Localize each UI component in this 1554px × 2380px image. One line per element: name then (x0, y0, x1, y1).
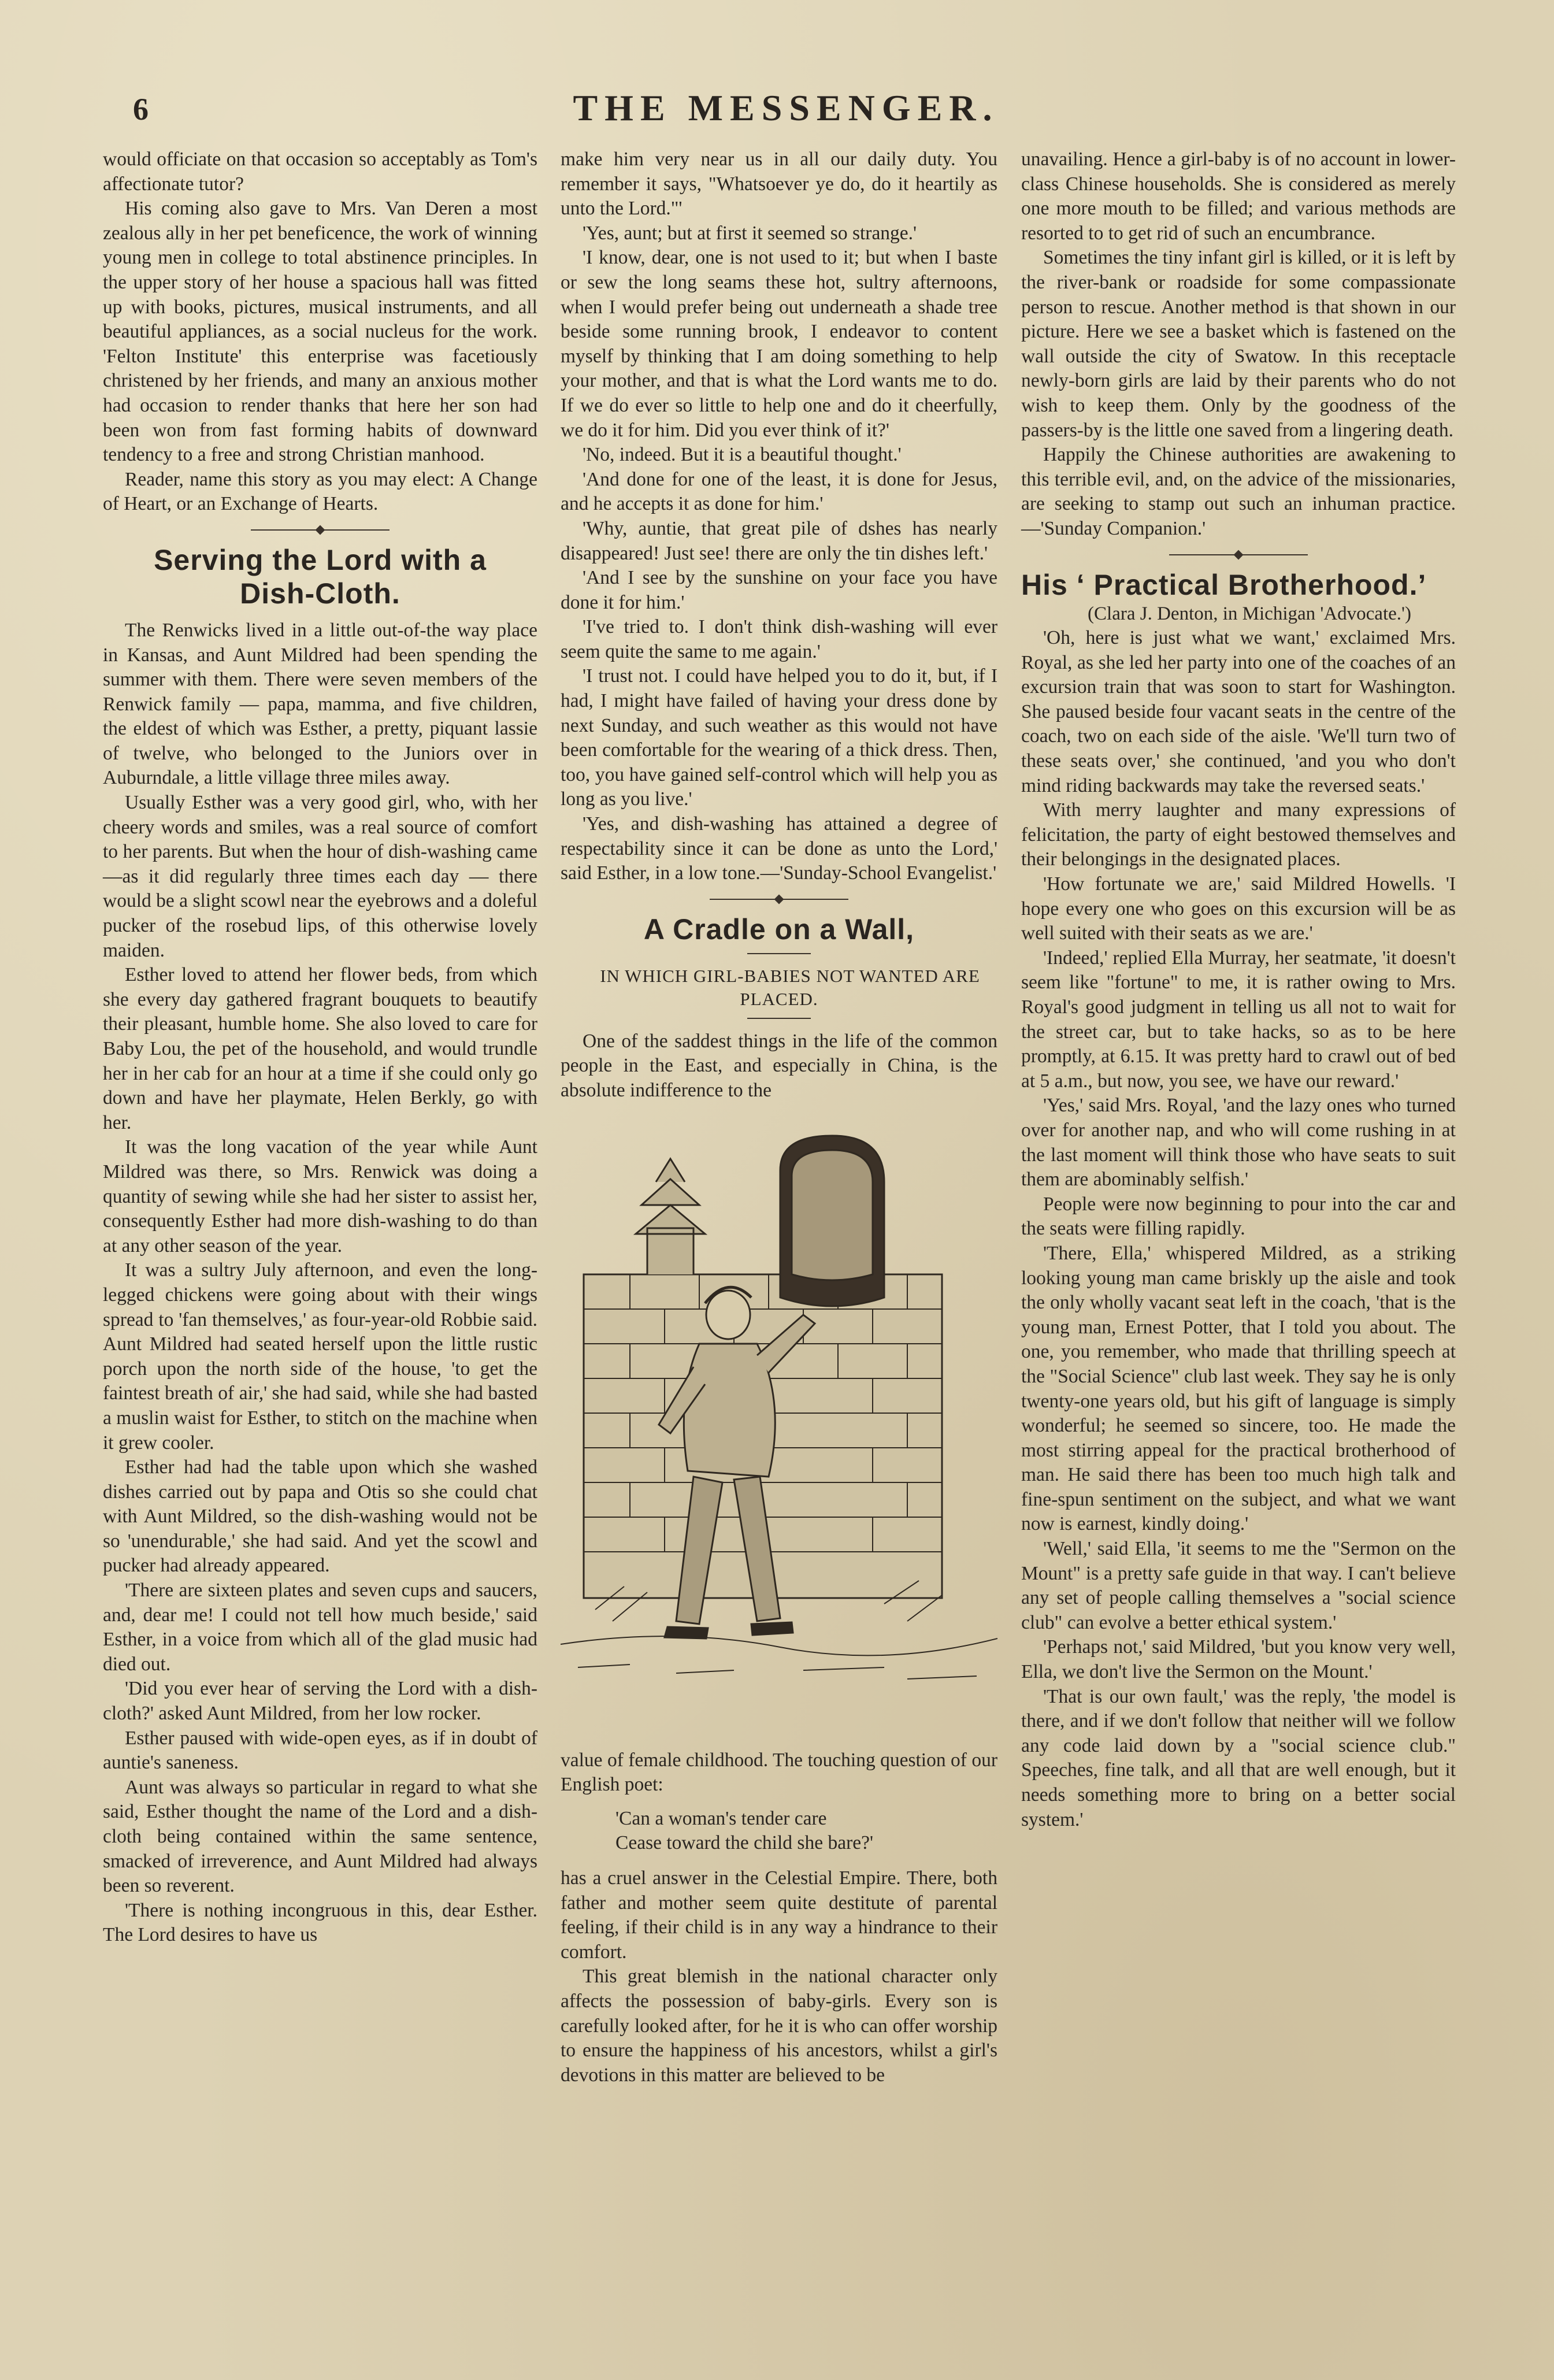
column-1 (103, 147, 537, 1948)
verse-line: 'Can a woman's tender care (615, 1807, 827, 1829)
subtitle-underline (747, 1018, 811, 1019)
page-number: 6 (133, 92, 149, 127)
paragraph: Esther loved to attend her flower beds, from which she every day gathered fragrant bouquets to beautify their pleasant, humble home. She also loved to care for Baby Lou, the pet of the household, and would trundle her in her cab for an hour at a time if she could only go down and have her playmate, Helen Berkly, go with her. (103, 964, 537, 1133)
story-title-cradle: A Cradle on a Wall, (643, 913, 915, 946)
title-underline (747, 953, 811, 954)
poem-quote (561, 1807, 997, 1856)
paragraph: It was a sultry July afternoon, and even the long-legged chickens were going about with their wings spread to 'fan themselves,' as four-year-old Robbie said. Aunt Mildred had seated herself upon the little rustic porch upon the north side of the house, 'to get the faintest breath of air,' she had said, while she had basted a muslin waist for Esther, to stitch on the machine when it grew cooler. (103, 1259, 537, 1454)
paragraph: Reader, name this story as you may elect: A Change of Heart, or an Exchange of Hearts. (103, 468, 537, 515)
illustration-cradle-on-wall (561, 1124, 997, 1731)
paragraph: With merry laughter and many expressions of felicitation, the party of eight bestowed themselves and their belongings in the designated places. (1021, 799, 1456, 870)
paragraph: 'Indeed,' replied Ella Murray, her seatmate, 'it doesn't seem like "fortune" to me, it is rather owing to Mrs. Royal's good judgment in telling us all not to wait for the street car, but to take hacks, so as to be here promptly, at 6.15. It was pretty hard to crawl out of bed at 5 a.m., but now, you see, we have our reward.' (1021, 947, 1456, 1092)
paragraph: 'And I see by the sunshine on your face you have done it for him.' (561, 567, 997, 613)
paragraph: 'Yes, and dish-washing has attained a degree of respectability since it can be done as unto the Lord,' said Esther, in a low tone.—'Sunday-School Evangelist.' (561, 813, 997, 884)
paragraph: 'There is nothing incongruous in this, dear Esther. The Lord desires to have us (103, 1899, 537, 1946)
paragraph: 'And done for one of the least, it is done for Jesus, and he accepts it as done for him.' (561, 468, 997, 515)
paragraph: His coming also gave to Mrs. Van Deren a most zealous ally in her pet beneficence, the work of winning young men in college to total abstinence principles. In the upper story of her house a spacious hall was fitted up with books, pictures, musical instruments, and all beautiful appliances, as a social nucleus for the work. 'Felton Institute' this enterprise was facetiously christened by her friends, and many an anxious mother had occasion to render thanks that here her son had been won from fast forming habits of downward tendency to a free and strong Christian manhood. (103, 198, 537, 466)
page-header (110, 87, 1462, 133)
paragraph: 'Did you ever hear of serving the Lord with a dish-cloth?' asked Aunt Mildred, from her low rocker. (103, 1678, 537, 1725)
paragraph: Esther paused with wide-open eyes, as if in doubt of auntie's saneness. (103, 1727, 537, 1774)
paragraph: People were now beginning to pour into the car and the seats were filling rapidly. (1021, 1193, 1456, 1240)
column-3 (1021, 147, 1456, 1832)
illustration-drawing (561, 1124, 997, 1731)
paragraph: 'Oh, here is just what we want,' exclaimed Mrs. Royal, as she led her party into one of the coaches of an excursion train that was soon to start for Washington. She paused beside four vacant seats in the centre of the coach, two on each side of the aisle. 'We'll turn two of these seats over,' she continued, 'and you who don't mind riding backwards may take the reversed seats.' (1021, 627, 1456, 796)
paragraph: Aunt was always so particular in regard to what she said, Esther thought the name of the Lord and a dish-cloth being contained within the same sentence, smacked of irreverence, and Aunt Mildred had always been so reverent. (103, 1776, 537, 1897)
paragraph: Usually Esther was a very good girl, who, with her cheery words and smiles, was a real source of comfort to her parents. But when the hour of dish-washing came—as it did regularly three times each day — there would be a slight scowl near the eyebrows and a doleful pucker of the rosebud lips, of this otherwise lovely maiden. (103, 792, 537, 961)
paragraph: value of female childhood. The touching question of our English poet: (561, 1749, 997, 1796)
paragraph: 'Yes,' said Mrs. Royal, 'and the lazy ones who turned over for another nap, and who will come rushing in at the last moment will think those who have seats to suit them are abominably selfish.' (1021, 1095, 1456, 1191)
paragraph: 'How fortunate we are,' said Mildred Howells. 'I hope every one who goes on this excursion will be as well suited with their seats as we are.' (1021, 873, 1456, 944)
column-2 (561, 147, 997, 2088)
paragraph: It was the long vacation of the year while Aunt Mildred was there, so Mrs. Renwick was doing a quantity of sewing while she had her sister to assist her, consequently Esther had more dish-washing to do than at any other season of the year. (103, 1136, 537, 1256)
paragraph: 'Yes, aunt; but at first it seemed so strange.' (583, 222, 917, 244)
section-divider (710, 899, 848, 900)
paragraph: Sometimes the tiny infant girl is killed, or it is left by the river-bank or roadside for some compassionate person to rescue. Another method is that shown in our picture. Here we see a basket which is fastened on the wall outside the city of Swatow. In this receptacle newly-born girls are laid by their parents who do not wish to keep them. Only by the goodness of the passers-by is the little one saved from a lingering death. (1021, 247, 1456, 441)
masthead-title: THE MESSENGER. (573, 87, 999, 128)
paragraph: 'Why, auntie, that great pile of dshes has nearly disappeared! Just see! there are only the tin dishes left.' (561, 517, 997, 564)
paragraph: 'There, Ella,' whispered Mildred, as a striking looking young man came briskly up the aisle and took the only wholly vacant seat left in the coach, 'that is the young man, Ernest Potter, that I told you about. The one, you remember, who made that thrilling speech at the "Social Science" club last week. They say he is only twenty-one years old, but his gift of language is simply wonderful; he seemed so sincere, too. He made the most stirring appeal for the practical brotherhood of man. He said there has been too much high talk and fine-spun sentiment on the subject, and what we want now is earnest, kindly doing.' (1021, 1242, 1456, 1535)
paragraph: 'There are sixteen plates and seven cups and saucers, and, dear me! I could not tell how much beside,' said Esther, in a voice from which all of the glad music had died out. (103, 1580, 537, 1675)
paragraph: Happily the Chinese authorities are awakening to this terrible evil, and, on the advice of the missionaries, are seeking to stamp out such an inhuman practice.—'Sunday Companion.' (1021, 444, 1456, 539)
paragraph: The Renwicks lived in a little out-of-the way place in Kansas, and Aunt Mildred had been spending the summer with them. There were seven members of the Renwick family — papa, mamma, and five children, the eldest of which was Esther, a pretty, piquant lassie of twelve, who belonged to the Juniors over in Auburndale, a little village three miles away. (103, 619, 537, 789)
paragraph: unavailing. Hence a girl-baby is of no account in lower-class Chinese households. She is considered as merely one more mouth to be filled; and various methods are resorted to to get rid of such an encumbrance. (1021, 149, 1456, 244)
section-divider (1169, 554, 1308, 555)
paragraph: make him very near us in all our daily duty. You remember it says, "Whatsoever ye do, do it heartily as unto the Lord."' (561, 149, 997, 220)
paragraph: 'No, indeed. But it is a beautiful thought.' (583, 444, 902, 466)
paragraph: Esther had had the table upon which she washed dishes carried out by papa and Otis so she could chat with Aunt Mildred, so the dish-washing would not be so 'unendurable,' she had said. And yet the scowl and pucker had already appeared. (103, 1456, 537, 1577)
paragraph: 'That is our own fault,' was the reply, 'the model is there, and if we don't follow that neither will we follow any code laid down by a "social science club." Speeches, fine talk, and all that are well enough, but it needs something more to bring on a better social system.' (1021, 1685, 1456, 1830)
paragraph: 'Well,' said Ella, 'it seems to me the "Sermon on the Mount" is a pretty safe guide in that way. I can't believe any set of people calling themselves a "social science club" can evolve a better ethical system.' (1021, 1538, 1456, 1633)
section-divider (251, 529, 390, 531)
paragraph: 'I know, dear, one is not used to it; but when I baste or sew the long seams these hot, sultry afternoons, when I would prefer being out underneath a shade tree beside some running brook, I endeavor to content myself by thinking that I am doing something to help your mother, and that is what the Lord wants me to do. If we do ever so little to help one and do it cheerfully, we do it for him. Did you ever think of it?' (561, 247, 997, 441)
paragraph: 'I've tried to. I don't think dish-washing will ever seem quite the same to me again.' (561, 616, 997, 662)
story-title-brotherhood: His ‘ Practical Brotherhood.’ (1021, 568, 1427, 601)
paragraph: has a cruel answer in the Celestial Empire. There, both father and mother seem quite destitute of parental feeling, if their child is in any way a hindrance to their comfort. (561, 1867, 997, 1963)
paragraph: 'Perhaps not,' said Mildred, 'but you know very well, Ella, we don't live the Sermon on the Mount.' (1021, 1636, 1456, 1683)
paragraph: One of the saddest things in the life of the common people in the East, and especially in China, is the absolute indifference to the (561, 1030, 997, 1101)
paragraph: This great blemish in the national character only affects the possession of baby-girls. Every son is carefully looked after, for he it is who can offer worship to ensure the happiness of his ancestors, whilst a girl's devotions in this matter are believed to be (561, 1966, 997, 2086)
story-subtitle: IN WHICH GIRL-BABIES NOT WANTED ARE PLACED. (600, 965, 980, 1009)
story-byline: (Clara J. Denton, in Michigan 'Advocate.') (1088, 603, 1411, 624)
paragraph: 'I trust not. I could have helped you to do it, but, if I had, I might have failed of having your dress done by next Sunday, and such weather as this would not have been comfortable for the wearing of a thick dress. Then, too, you have gained self-control which will help you as long as you live.' (561, 665, 997, 810)
verse-line: Cease toward the child she bare?' (615, 1832, 874, 1854)
story-title-dish-cloth: Serving the Lord with a Dish-Cloth. (154, 543, 487, 610)
paragraph: would officiate on that occasion so acceptably as Tom's affectionate tutor? (103, 149, 537, 195)
